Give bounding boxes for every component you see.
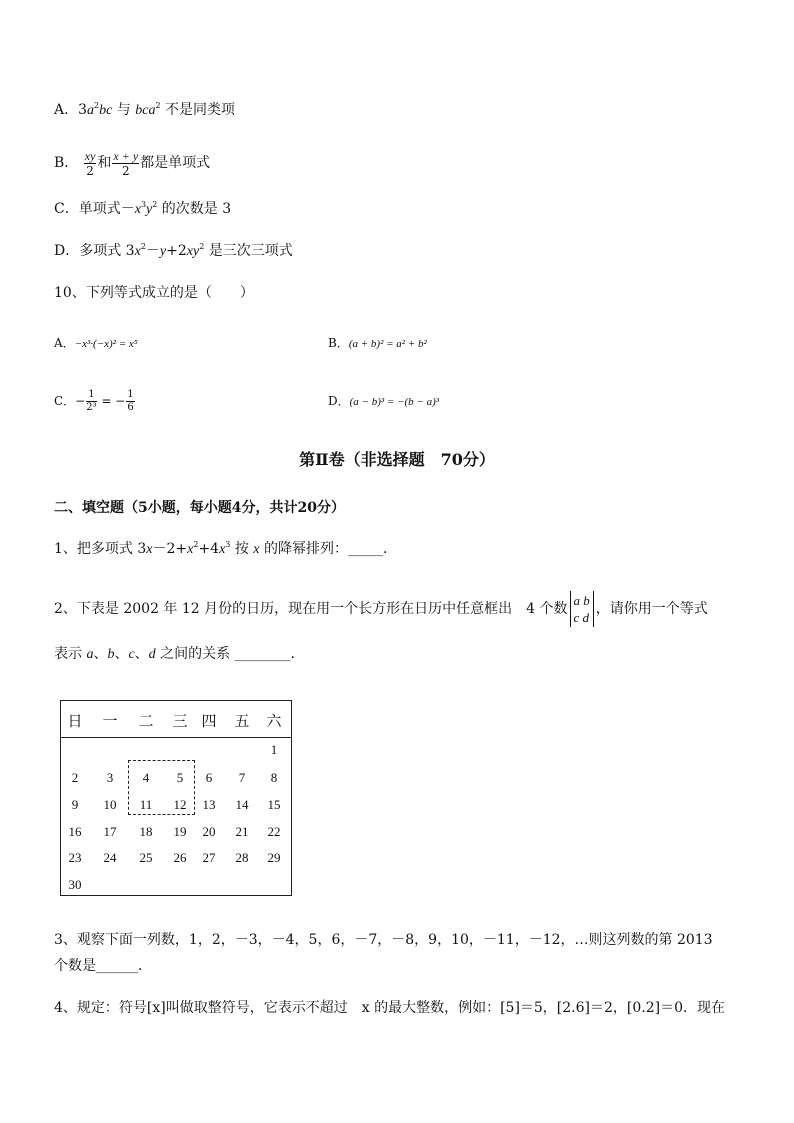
calendar-day: 11 xyxy=(139,797,153,812)
q10-option-d: D．(a − b)³ = −(b − a)³ xyxy=(328,394,440,408)
calendar-weekday-0: 日 xyxy=(67,712,83,730)
q1-text: 1、把多项式 $3x-2+x^2+4x^3$ 按 x 的降幂排列：_____． xyxy=(54,540,397,557)
fraction-1-over-6: $\frac{1}{6}$ xyxy=(127,389,134,413)
calendar-day: 5 xyxy=(176,770,184,785)
section-heading-fill-in: 二、填空题（5小题，每小题4分，共计20分） xyxy=(54,500,345,516)
part-two-heading: 第Ⅱ卷（非选择题 70分） xyxy=(299,450,495,469)
q4-line1: 4、规定：符号[x]叫做取整符号，它表示不超过 x 的最大整数，例如：[5]＝5，[2.6]＝2，[0.2]＝0．现在 xyxy=(54,1000,725,1016)
calendar-day: 21 xyxy=(235,824,249,839)
q2-line1: 2、下表是 2002 年 12 月份的日历，现在用一个长方形在日历中任意框出 4 个数 a b c d ，请你用一个等式 xyxy=(54,593,708,625)
q10-stem: 10、下列等式成立的是（ ） xyxy=(54,285,254,301)
calendar-day: 14 xyxy=(235,797,249,812)
calendar-day: 23 xyxy=(68,850,82,865)
calendar-day: 2 xyxy=(71,770,79,785)
calendar-day: 3 xyxy=(106,770,114,785)
dashed-selection-box xyxy=(128,760,195,815)
q9-option-c: C．单项式$-x^3y^2$ 的次数是 3 xyxy=(54,200,232,217)
q9-option-b: B． $\frac{xy}{2}$ 和 $\frac{x + y}{2}$ 都是单项式 xyxy=(54,148,211,178)
q2-line2: 表示 a、b、c、d 之间的关系 ________． xyxy=(54,646,305,662)
calendar-day: 18 xyxy=(139,824,153,839)
calendar-day: 10 xyxy=(103,797,117,812)
calendar-weekday-1: 一 xyxy=(102,712,118,730)
abcd-box: a b c d xyxy=(570,591,594,627)
calendar-weekday-6: 六 xyxy=(266,712,282,730)
calendar-day: 28 xyxy=(235,850,249,865)
calendar-day: 27 xyxy=(202,850,216,865)
calendar-day: 25 xyxy=(139,850,153,865)
q9-option-a: A．$3a^2bc$ 与 bca$^2$ 不是同类项 xyxy=(54,101,236,118)
calendar-day: 4 xyxy=(142,770,150,785)
calendar-day: 7 xyxy=(238,770,246,785)
fraction-xy-over-2: $\frac{xy}{2}$ xyxy=(84,148,96,178)
calendar-day: 9 xyxy=(71,797,79,812)
fraction-x-plus-y-over-2: $\frac{x + y}{2}$ xyxy=(113,148,139,178)
q3-line2: 个数是______． xyxy=(54,958,152,974)
q10-option-b: B．(a + b)² = a² + b² xyxy=(328,336,427,350)
calendar-day: 13 xyxy=(202,797,216,812)
calendar-day: 19 xyxy=(173,824,187,839)
calendar-day: 12 xyxy=(173,797,187,812)
calendar-weekday-4: 四 xyxy=(201,712,217,730)
calendar-weekday-3: 三 xyxy=(172,712,188,730)
calendar-day: 22 xyxy=(267,824,281,839)
calendar-weekday-2: 二 xyxy=(138,712,154,730)
calendar-day: 29 xyxy=(267,850,281,865)
q9-option-d: D．多项式 $3x^2-y+2xy^2$ 是三次三项式 xyxy=(54,242,293,259)
calendar-day: 15 xyxy=(267,797,281,812)
calendar-day: 17 xyxy=(103,824,117,839)
q3-line1: 3、观察下面一列数，1，2，－3，－4，5，6，－7，－8，9，10，－11，－12，…则这列数的第 2013 xyxy=(54,932,713,948)
calendar-day: 20 xyxy=(202,824,216,839)
fraction-1-over-2-cubed: $\frac{1}{\text{2³}}$ xyxy=(86,389,97,413)
calendar-day: 6 xyxy=(205,770,213,785)
q10-option-c: C．− $\frac{1}{\text{2³}}$ = − $\frac{1}{6}$ xyxy=(54,389,134,413)
calendar-day: 8 xyxy=(270,770,278,785)
calendar-day: 1 xyxy=(270,742,278,757)
calendar-day: 26 xyxy=(173,850,187,865)
calendar-day: 16 xyxy=(68,824,82,839)
calendar-day: 24 xyxy=(103,850,117,865)
calendar-day: 30 xyxy=(68,877,82,892)
calendar-weekday-5: 五 xyxy=(234,712,250,730)
q10-option-a: A．−x³·(−x)² = x⁵ xyxy=(54,336,138,350)
calendar-header-row xyxy=(61,701,291,738)
